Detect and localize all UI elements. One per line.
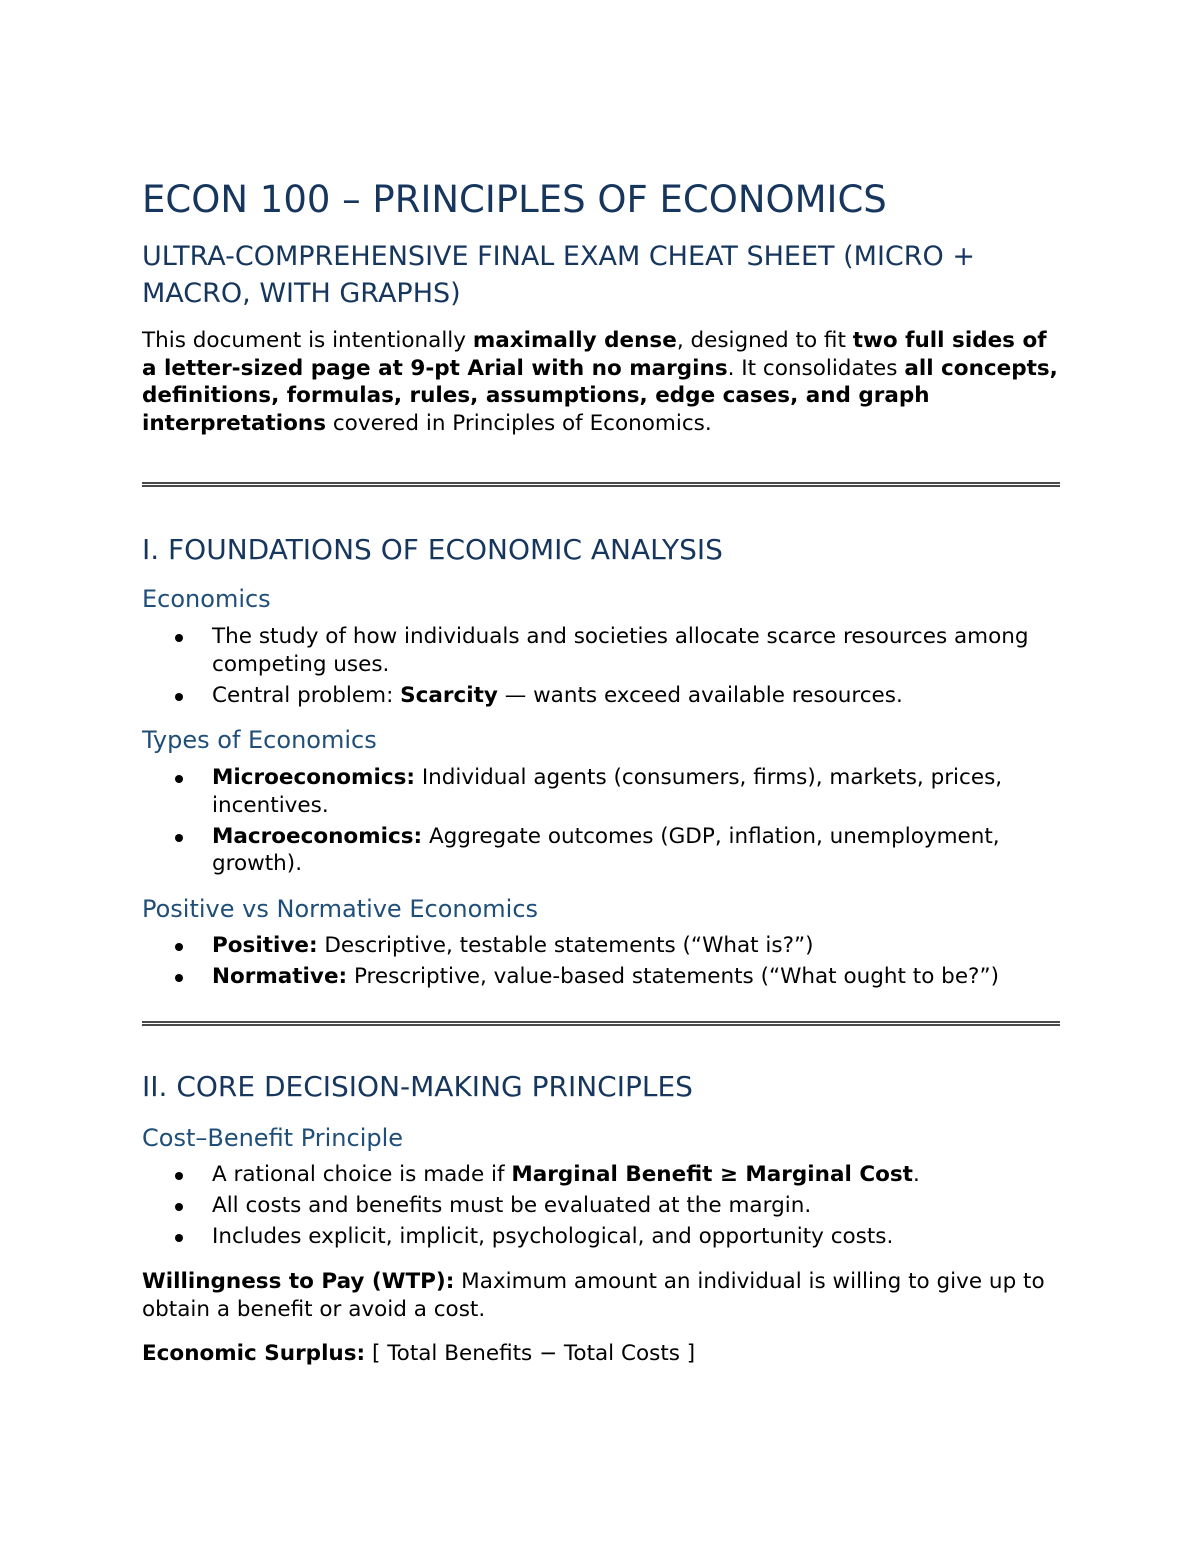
subheading-positive-vs-normative: Positive vs Normative Economics bbox=[142, 895, 539, 923]
intro-paragraph bbox=[142, 327, 1060, 437]
list-item bbox=[142, 764, 1060, 819]
list-item bbox=[142, 932, 1060, 960]
bullet-icon bbox=[175, 775, 183, 783]
surplus-term: Economic Surplus: bbox=[142, 1341, 366, 1366]
list-item-text: A rational choice is made if bbox=[212, 1162, 512, 1187]
intro-bold-2: two full sides of a letter-sized page at 9-pt Arial with no margins bbox=[142, 328, 1047, 381]
section-heading-foundations: I. FOUNDATIONS OF ECONOMIC ANALYSIS bbox=[142, 533, 723, 566]
subheading-types-of-economics: Types of Economics bbox=[142, 726, 377, 754]
divider-1 bbox=[142, 482, 1060, 487]
list-item-text: Individual agents (consumers, firms), markets, prices, incentives. bbox=[212, 765, 1003, 818]
intro-bold-3: all concepts, definitions, formulas, rules, assumptions, edge cases, and graph interpretations bbox=[142, 355, 1058, 436]
list-item-bold: Microeconomics: bbox=[212, 765, 415, 790]
list-item bbox=[142, 1161, 1060, 1189]
wtp-definition bbox=[142, 1268, 1060, 1323]
page-subtitle: ULTRA-COMPREHENSIVE FINAL EXAM CHEAT SHEET (MICRO + MACRO, WITH GRAPHS) bbox=[142, 241, 975, 309]
bullet-icon bbox=[175, 974, 183, 982]
list-item bbox=[142, 682, 1060, 710]
list-item-text: All costs and benefits must be evaluated at the margin. bbox=[212, 1193, 812, 1218]
intro-text-4: covered in Principles of Economics. bbox=[326, 410, 712, 436]
bullet-icon bbox=[175, 1172, 183, 1180]
list-item-bold: Macroeconomics: bbox=[212, 823, 423, 849]
economic-surplus-definition bbox=[142, 1340, 1060, 1368]
list-item-text: Includes explicit, implicit, psychological, and opportunity costs. bbox=[212, 1224, 894, 1249]
bullet-icon bbox=[175, 1203, 183, 1211]
list-item-bold: Positive: bbox=[212, 933, 318, 958]
wtp-text: Maximum amount an individual is willing to give up to obtain a benefit or avoid a cost. bbox=[142, 1269, 1045, 1322]
list-item-text: Central problem: bbox=[212, 682, 401, 708]
page-title: ECON 100 – PRINCIPLES OF ECONOMICS bbox=[142, 178, 887, 221]
list-item-text: The study of how individuals and societies allocate scarce resources among competing uses. bbox=[212, 624, 1029, 677]
intro-bold-1: maximally dense bbox=[472, 328, 677, 353]
list-item-bold: Marginal Benefit ≥ Marginal Cost bbox=[511, 1162, 913, 1187]
list-item-text: . bbox=[912, 1162, 920, 1187]
intro-text-3: . It consolidates bbox=[727, 355, 905, 381]
list-item bbox=[142, 823, 1060, 878]
list-item-text: Descriptive, testable statements (“What is?”) bbox=[317, 933, 814, 958]
section-heading-core-principles: II. CORE DECISION-MAKING PRINCIPLES bbox=[142, 1070, 693, 1103]
list-item bbox=[142, 1192, 1060, 1220]
economics-list bbox=[142, 623, 1060, 713]
surplus-text: [ Total Benefits − Total Costs ] bbox=[365, 1341, 696, 1366]
list-item bbox=[142, 623, 1060, 678]
subheading-economics: Economics bbox=[142, 585, 271, 613]
intro-text-1: This document is intentionally bbox=[142, 328, 473, 353]
list-item-bold: Scarcity bbox=[400, 682, 498, 708]
positive-normative-list bbox=[142, 932, 1060, 994]
subheading-cost-benefit: Cost–Benefit Principle bbox=[142, 1124, 404, 1152]
intro-text-2: , designed to fit bbox=[676, 328, 853, 353]
bullet-icon bbox=[175, 943, 183, 951]
types-list bbox=[142, 764, 1060, 881]
bullet-icon bbox=[175, 634, 183, 642]
list-item-text: Aggregate outcomes (GDP, inflation, unemployment, growth). bbox=[212, 823, 1000, 876]
list-item-text: — wants exceed available resources. bbox=[497, 682, 903, 708]
cost-benefit-list bbox=[142, 1161, 1060, 1254]
list-item bbox=[142, 963, 1060, 991]
list-item-text: Prescriptive, value-based statements (“What ought to be?”) bbox=[347, 964, 999, 989]
bullet-icon bbox=[175, 693, 183, 701]
bullet-icon bbox=[175, 834, 183, 842]
wtp-term: Willingness to Pay (WTP): bbox=[142, 1269, 455, 1294]
list-item bbox=[142, 1223, 1060, 1251]
divider-2 bbox=[142, 1021, 1060, 1026]
list-item-bold: Normative: bbox=[212, 964, 348, 989]
bullet-icon bbox=[175, 1234, 183, 1242]
